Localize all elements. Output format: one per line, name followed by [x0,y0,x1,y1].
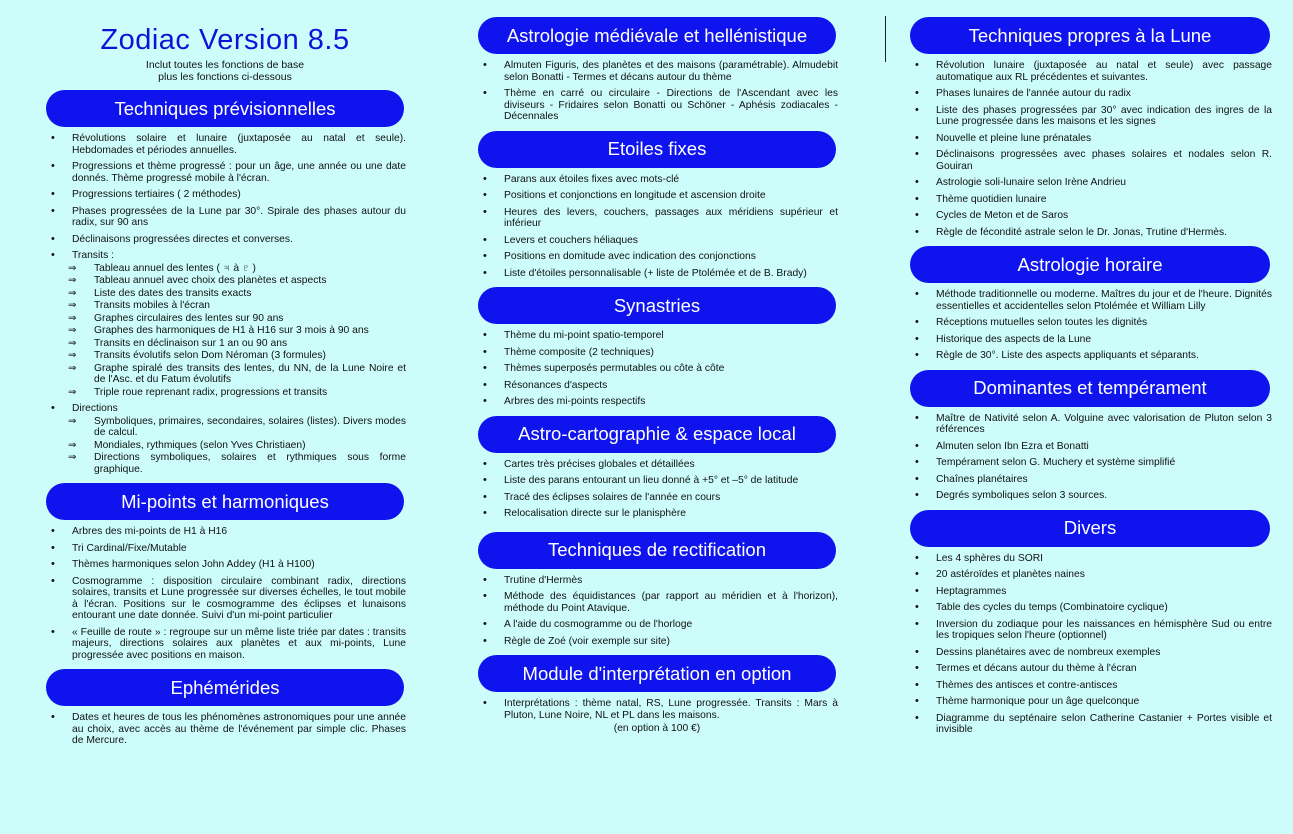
list-item: • Thèmes superposés permutables ou côte à côte [476,363,838,375]
page-title: Zodiac Version 8.5 [100,24,350,56]
list-item: • Déclinaisons progressées directes et converses. [44,234,406,246]
list-item: • Règle de fécondité astrale selon le Dr. Jonas, Trutine d'Hermès. [908,227,1272,239]
sub-item-text: Graphes circulaires des lentes sur 90 ans [94,312,284,324]
list-item: • Heures des levers, couchers, passages aux méridiens supérieur et inférieur [476,207,838,230]
list-item: • Phases lunaires de l'année autour du radix [908,88,1272,100]
list-item: • Tracé des éclipses solaires de l'année en cours [476,492,838,504]
subtitle [44,59,406,83]
list-item: • Liste des phases progressées par 30° avec indication des ingres de la Lune progressée dans les maisons et les signes [908,105,1272,128]
list-item: • Règle de 30°. Liste des aspects appliquants et séparants. [908,350,1272,362]
list-item: • Thèmes harmoniques selon John Addey (H1 à H100) [44,559,406,571]
arrow-icon: ⇒ [68,439,77,451]
list-item: • Progressions tertiaires ( 2 méthodes) [44,189,406,201]
section-banner-synastries: Synastries [478,287,836,324]
sub-item [66,288,406,300]
list-item: • Thème composite (2 techniques) [476,347,838,359]
list-item: • Révolution lunaire (juxtaposée au natal et seule) avec passage automatique aux RL précédentes et suivantes. [908,60,1272,83]
section-banner-horaire: Astrologie horaire [910,246,1270,283]
list-divers [908,553,1272,736]
list-item: • Positions et conjonctions en longitude et ascension droite [476,190,838,202]
arrow-icon: ⇒ [68,262,77,274]
arrow-icon: ⇒ [68,300,77,311]
sub-item-text: Transits mobiles à l'écran [94,300,211,311]
section-banner-medievale: Astrologie médiévale et hellénistique [478,17,836,54]
list-item: • Diagramme du septénaire selon Catherine Castanier + Portes visible et invisible [908,713,1272,736]
arrow-icon: ⇒ [68,415,77,427]
sub-item [66,440,406,452]
arrow-icon: ⇒ [68,287,77,299]
arrow-icon: ⇒ [68,350,77,361]
list-interpretation [476,698,838,721]
arrow-icon: ⇒ [68,325,77,336]
list-rectification [476,575,838,648]
list-item: • Positions en domitude avec indication des conjonctions [476,251,838,263]
list-item: • Thème quotidien lunaire [908,194,1272,206]
sub-item-text: Tableau annuel des lentes ( ♃ à ♇ ) [94,262,256,274]
list-dominantes [908,413,1272,502]
list-item: • Thèmes des antisces et contre-antisces [908,680,1272,692]
arrow-icon: ⇒ [68,312,77,324]
column-middle [476,0,838,735]
sub-item-text: Directions symboliques, solaires et rythmiques sous forme graphique. [94,452,406,475]
list-item: • Termes et décans autour du thème à l'écran [908,663,1272,675]
list-item: • Inversion du zodiaque pour les naissances en hémisphère Sud ou entre les tropiques selon l'heure (optionnel) [908,619,1272,642]
list-item: • Phases progressées de la Lune par 30°. Spirale des phases autour du radix, sur 90 ans [44,206,406,229]
list-item: • Déclinaisons progressées avec phases solaires et nodales selon R. Gouiran [908,149,1272,172]
list-ephemerides [44,712,406,747]
sub-item-text: Graphe spiralé des transits des lentes, du NN, de la Lune Noire et de l'Asc. et du Fatum évolutifs [94,362,406,385]
column-left [44,0,406,752]
section-banner-cartographie: Astro-cartographie & espace local [478,416,836,453]
list-item: • Heptagrammes [908,586,1272,598]
list-item: • Parans aux étoiles fixes avec mots-clé [476,174,838,186]
list-item: • Table des cycles du temps (Combinatoire cyclique) [908,602,1272,614]
list-item: • Nouvelle et pleine lune prénatales [908,133,1272,145]
arrow-icon: ⇒ [68,362,77,374]
list-item: • Tempérament selon G. Muchery et système simplifié [908,457,1272,469]
list-item: • Cartes très précises globales et détaillées [476,459,838,471]
subtitle-line-2: plus les fonctions ci-dessous [158,71,292,83]
list-item: • Thème harmonique pour un âge quelconque [908,696,1272,708]
section-banner-mipoints: Mi-points et harmoniques [46,483,404,520]
directions-label: Directions [72,403,118,414]
sub-item [66,416,406,439]
column-right [908,0,1272,741]
sub-item [66,263,406,275]
subtitle-line-1: Inclut toutes les fonctions de base [145,59,305,71]
list-item: • Historique des aspects de la Lune [908,334,1272,346]
sub-item-text: Triple roue reprenant radix, progressions et transits [94,386,328,398]
list-item: • Liste des parans entourant un lieu donné à +5° et –5° de latitude [476,475,838,487]
list-item: • Astrologie soli-lunaire selon Irène Andrieu [908,177,1272,189]
list-item: • Chaînes planétaires [908,474,1272,486]
sub-item [66,363,406,386]
list-etoiles [476,174,838,280]
column-divider [885,16,886,62]
list-synastries [476,330,838,408]
section-banner-lune: Techniques propres à la Lune [910,17,1270,54]
list-mipoints [44,526,406,661]
list-item: • Almuten Figuris, des planètes et des maisons (paramétrable). Almudebit selon Bonatti - Termes et décans autour du thème [476,60,838,83]
section-banner-interpretation: Module d'interprétation en option [478,655,836,692]
list-horaire [908,289,1272,362]
list-item: • Progressions et thème progressé : pour un âge, une année ou une date donnés. Thème progressé mobile à l'écran. [44,161,406,184]
sub-item [66,350,406,362]
list-previsionnelles [44,133,406,475]
sub-item-text: Transits en déclinaison sur 1 an ou 90 ans [94,337,288,349]
list-item: • Les 4 sphères du SORI [908,553,1272,565]
section-banner-dominantes: Dominantes et tempérament [910,370,1270,407]
list-item: • Révolutions solaire et lunaire (juxtaposée au natal et seule). Hebdomades et périodes annuelles. [44,133,406,156]
sub-item-text: Graphes des harmoniques de H1 à H16 sur 3 mois à 90 ans [94,325,369,336]
list-item: • Almuten selon Ibn Ezra et Bonatti [908,441,1272,453]
section-banner-etoiles: Etoiles fixes [478,131,836,168]
sub-item [66,275,406,287]
list-item: • 20 astéroïdes et planètes naines [908,569,1272,581]
arrow-icon: ⇒ [68,337,77,349]
sub-item [66,313,406,325]
section-banner-rectification: Techniques de rectification [478,532,836,569]
list-item: • Réceptions mutuelles selon toutes les dignités [908,317,1272,329]
arrow-icon: ⇒ [68,452,77,463]
list-item: • Thème du mi-point spatio-temporel [476,330,838,342]
list-item: • Thème en carré ou circulaire - Directions de l'Ascendant avec les diviseurs - Fridaires selon Bonatti ou Schöner - Aphésis zodiacales - Décennales [476,88,838,123]
list-medievale [476,60,838,123]
list-item: • Interprétations : thème natal, RS, Lune progressée. Transits : Mars à Pluton, Lune Noire, NL et PL dans les maisons. [476,698,838,721]
list-item: • Cycles de Meton et de Saros [908,210,1272,222]
list-item: • Liste d'étoiles personnalisable (+ liste de Ptolémée et de B. Brady) [476,268,838,280]
list-item-transits [44,250,406,398]
option-price: (en option à 100 €) [613,723,701,734]
list-item: • Résonances d'aspects [476,380,838,392]
list-item: • Tri Cardinal/Fixe/Mutable [44,543,406,555]
arrow-icon: ⇒ [68,275,77,286]
list-item: • Dates et heures de tous les phénomènes astronomiques pour une année au choix, avec accès au thème de l'événement par simple clic. Phases de Mercure. [44,712,406,747]
list-item: • Méthode traditionnelle ou moderne. Maîtres du jour et de l'heure. Dignités essentielles et accidentelles selon Ptolémée et William Lilly [908,289,1272,312]
list-item: • Trutine d'Hermès [476,575,838,587]
sub-item-text: Mondiales, rythmiques (selon Yves Christiaen) [94,439,306,451]
list-item: • A l'aide du cosmogramme ou de l'horloge [476,619,838,631]
sub-item [66,300,406,312]
directions-sublist [66,416,406,476]
transits-label: Transits : [72,250,114,261]
sub-item [66,387,406,399]
list-item: • Règle de Zoé (voir exemple sur site) [476,636,838,648]
list-item: • Levers et couchers héliaques [476,235,838,247]
list-item: • Arbres des mi-points de H1 à H16 [44,526,406,538]
transits-sublist [66,263,406,399]
section-banner-ephemerides: Ephémérides [46,669,404,706]
list-item: • Degrés symboliques selon 3 sources. [908,490,1272,502]
list-item: • Cosmogramme : disposition circulaire combinant radix, directions solaires, transits et Lune progressée sur diverses échelles, le tout mobile à l'écran. Positions sur le cosmogramme des éclipses et lunaisons entourant une date donnée. Suivi d'un mi-point particulier [44,576,406,622]
section-banner-divers: Divers [910,510,1270,547]
arrow-icon: ⇒ [68,386,77,398]
sub-item-text: Symboliques, primaires, secondaires, solaires (listes). Divers modes de calcul. [94,415,406,438]
sub-item-text: Transits évolutifs selon Dom Néroman (3 formules) [94,350,326,361]
sub-item-text: Tableau annuel avec choix des planètes et aspects [94,275,327,286]
list-item-directions [44,403,406,475]
sub-item [66,338,406,350]
sub-item [66,325,406,337]
list-item: • Méthode des équidistances (par rapport au méridien et à l'horizon), méthode du Point Atavique. [476,591,838,614]
list-item: • Relocalisation directe sur le planisphère [476,508,838,520]
list-item: • Maître de Nativité selon A. Volguine avec valorisation de Pluton selon 3 références [908,413,1272,436]
list-item: • Dessins planétaires avec de nombreux exemples [908,647,1272,659]
list-lune [908,60,1272,238]
sub-item [66,452,406,475]
list-item: • « Feuille de route » : regroupe sur un même liste triée par dates : transits majeurs, directions solaires aux planètes et aux mi-points, Lune progressée avec positions en maison. [44,627,406,662]
section-banner-previsionnelles: Techniques prévisionnelles [46,90,404,127]
list-cartographie [476,459,838,520]
sub-item-text: Liste des dates des transits exacts [94,287,252,299]
list-item: • Arbres des mi-points respectifs [476,396,838,408]
